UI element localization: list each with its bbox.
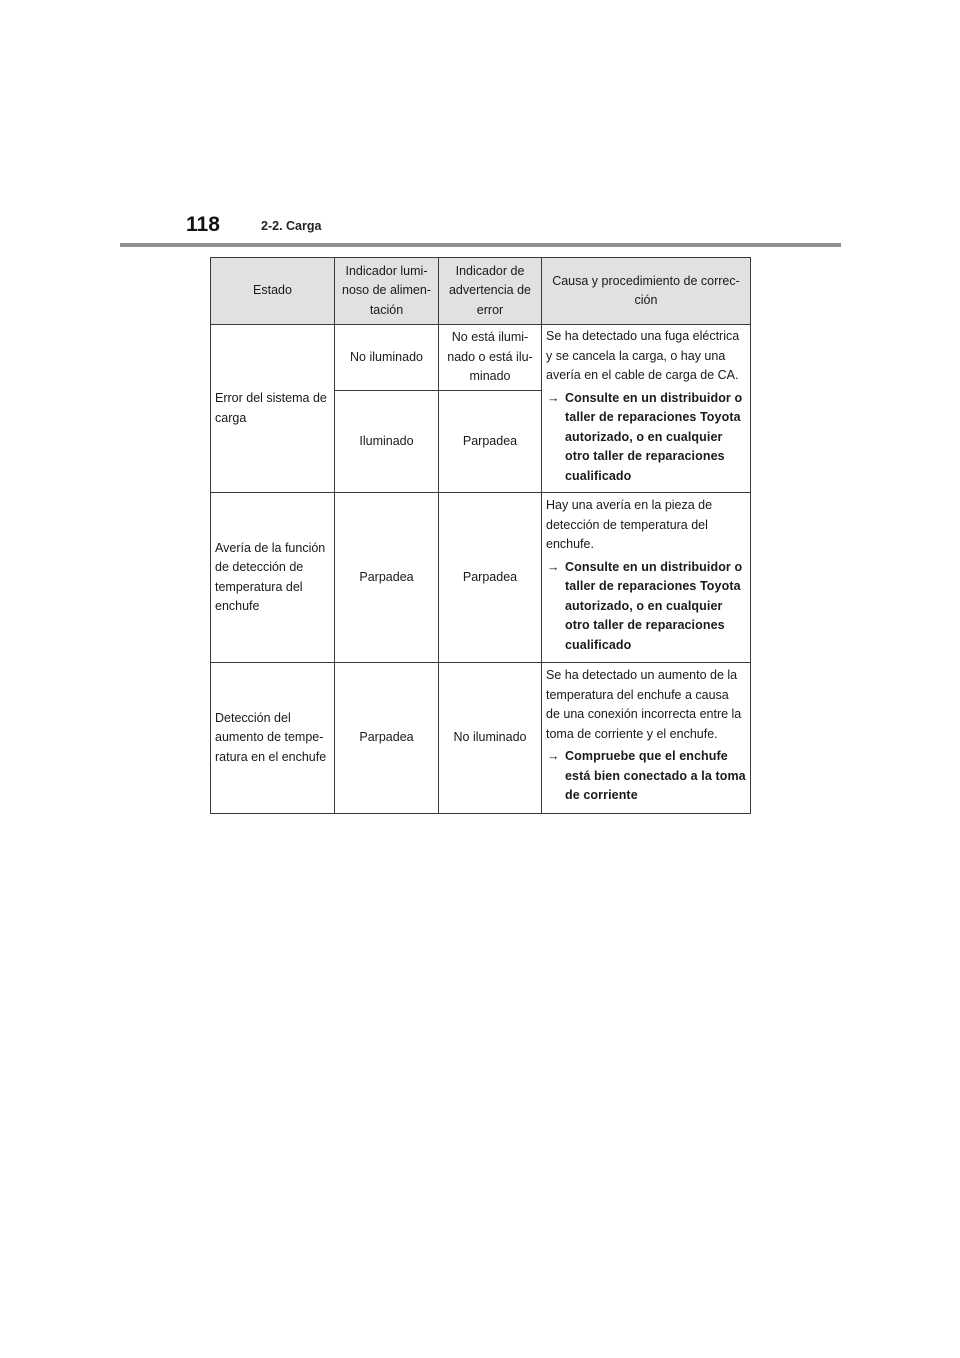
table-row (211, 325, 751, 391)
warning-indicator-text: No iluminado (453, 730, 527, 745)
cause-cell (542, 325, 751, 493)
power-indicator-cell (335, 325, 439, 391)
section-title: 2-2. Carga (261, 219, 322, 233)
arrow-right-icon: → (547, 749, 560, 764)
header-power-indicator-label: Indicador lumi- noso de alimen- tación (342, 263, 431, 317)
power-indicator-cell (335, 493, 439, 663)
action-item (546, 389, 746, 487)
power-indicator-text: Parpadea (359, 569, 414, 584)
state-text: Detección del aumento de tempe- ratura en el enchufe (215, 710, 327, 764)
power-indicator-cell (335, 390, 439, 492)
header-cause-label: Causa y procedimiento de correc- ción (552, 273, 740, 307)
cause-cell (542, 493, 751, 663)
cause-text: Se ha detectado un aumento de la temperatura del enchufe a causa de una conexión incorrecta entre la toma de corriente y el enchufe. (546, 668, 742, 741)
page-number: 118 (186, 213, 220, 236)
action-text: Consulte en un distribuidor o taller de reparaciones Toyota autorizado, o en cualquier otro taller de reparaciones cualificado (565, 559, 743, 652)
table-header-row (211, 258, 751, 325)
warning-indicator-text: Parpadea (462, 433, 518, 448)
header-warning-indicator-label: Indicador de advertencia de error (448, 263, 531, 317)
power-indicator-text: Iluminado (359, 433, 414, 448)
action-text: Compruebe que el enchufe está bien conectado a la toma de corriente (565, 749, 746, 803)
header-power-indicator (335, 258, 439, 325)
header-state-label: Estado (253, 283, 292, 298)
table-row (211, 493, 751, 663)
power-indicator-text: Parpadea (359, 730, 414, 745)
warning-indicator-text: Parpadea (462, 569, 518, 584)
power-indicator-cell (335, 663, 439, 814)
table-row (211, 663, 751, 814)
cause-cell (542, 663, 751, 814)
warning-indicator-cell (439, 325, 542, 391)
charging-status-table (210, 257, 751, 814)
header-cause (542, 258, 751, 325)
cause-text: Se ha detectado una fuga eléctrica y se cancela la carga, o hay una avería en el cable de carga de CA. (546, 329, 740, 382)
state-cell (211, 325, 335, 493)
header-warning-indicator (439, 258, 542, 325)
warning-indicator-cell (439, 390, 542, 492)
action-item (546, 558, 746, 656)
power-indicator-text: No iluminado (350, 349, 423, 364)
arrow-right-icon: → (547, 559, 560, 574)
warning-indicator-cell (439, 493, 542, 663)
header-rule (120, 243, 841, 247)
header-state (211, 258, 335, 325)
warning-indicator-cell (439, 663, 542, 814)
arrow-right-icon: → (547, 390, 560, 405)
action-item (546, 747, 746, 806)
warning-indicator-text: No está ilumi- nado o está ilu- minado (447, 330, 533, 384)
state-text: Avería de la función de detección de temperatura del enchufe (215, 540, 326, 613)
cause-text: Hay una avería en la pieza de detección de temperatura del enchufe. (546, 498, 713, 551)
action-text: Consulte en un distribuidor o taller de reparaciones Toyota autorizado, o en cualquier otro taller de reparaciones cualificado (565, 390, 743, 483)
state-cell (211, 493, 335, 663)
state-text: Error del sistema de carga (215, 391, 327, 425)
state-cell (211, 663, 335, 814)
